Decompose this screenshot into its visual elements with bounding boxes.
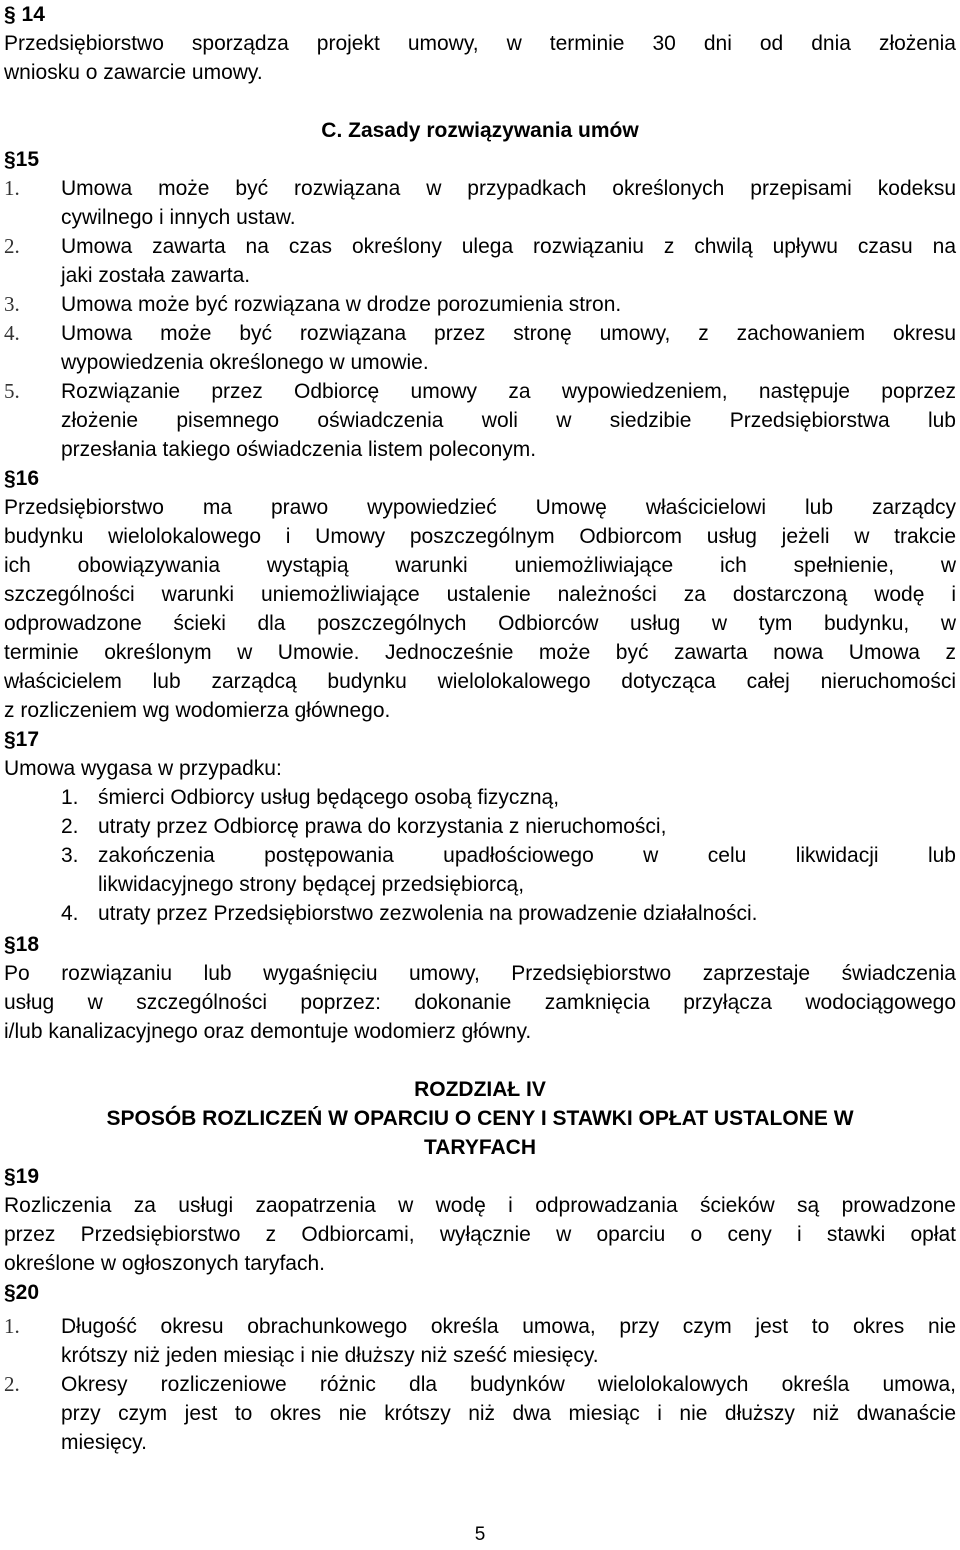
list-item-number: 4. [61, 902, 79, 925]
list-item-text: złożenie pisemnego oświadczenia woli w siedzibie Przedsiębiorstwa lub [61, 409, 956, 432]
section-16-line: szczególności warunki uniemożliwiające ustalenie należności za dostarczoną wodę i [4, 583, 956, 606]
section-18-line: usług w szczególności poprzez: dokonanie zamknięcia przyłącza wodociągowego [4, 991, 956, 1014]
list-item-text: cywilnego i innych ustaw. [61, 206, 296, 229]
list-item-text: przesłania takiego oświadczenia listem poleconym. [61, 438, 537, 461]
list-item-text: utraty przez Przedsiębiorstwo zezwolenia na prowadzenie działalności. [98, 902, 758, 925]
list-item-number: 4. [4, 321, 20, 345]
list-item-text: miesięcy. [61, 1431, 147, 1454]
chapter-iv-title: ROZDZIAŁ IV [414, 1078, 546, 1101]
list-item-number: 5. [4, 379, 20, 403]
section-15-heading: §15 [4, 148, 40, 171]
list-item-number: 2. [4, 1372, 20, 1396]
section-17-intro: Umowa wygasa w przypadku: [4, 757, 282, 780]
section-17-heading: §17 [4, 728, 40, 751]
section-19-line: Rozliczenia za usługi zaopatrzenia w wodę i odprowadzania ścieków są prowadzone [4, 1194, 956, 1217]
list-item-text: krótszy niż jeden miesiąc i nie dłuższy niż sześć miesięcy. [61, 1344, 599, 1367]
section-14-line: Przedsiębiorstwo sporządza projekt umowy, w terminie 30 dni od dnia złożenia [4, 32, 956, 55]
list-item-text: śmierci Odbiorcy usług będącego osobą fizyczną, [98, 786, 560, 809]
chapter-iv-subtitle: TARYFACH [424, 1136, 536, 1159]
list-item-number: 3. [61, 844, 79, 867]
section-16-heading: §16 [4, 467, 40, 490]
list-item-text: Umowa może być rozwiązana przez stronę umowy, z zachowaniem okresu [61, 322, 956, 345]
section-16-line: ich obowiązywania wystąpią warunki uniemożliwiające ich spełnienie, w [4, 554, 956, 577]
list-item-number: 1. [4, 1314, 20, 1338]
list-item-text: Umowa zawarta na czas określony ulega rozwiązaniu z chwilą upływu czasu na [61, 235, 956, 258]
list-item-text: Długość okresu obrachunkowego określa umowa, przy czym jest to okres nie [61, 1315, 956, 1338]
list-item-number: 1. [61, 786, 79, 809]
list-item-text: utraty przez Odbiorcę prawa do korzystania z nieruchomości, [98, 815, 667, 838]
list-item-text: Okresy rozliczeniowe różnic dla budynków wielolokalowych określa umowa, [61, 1373, 956, 1396]
list-item-text: Umowa może być rozwiązana w drodze porozumienia stron. [61, 293, 622, 316]
section-16-line: Przedsiębiorstwo ma prawo wypowiedzieć Umowę właścicielowi lub zarządcy [4, 496, 956, 519]
list-item-text: jaki została zawarta. [61, 264, 251, 287]
section-18-line: i/lub kanalizacyjnego oraz demontuje wodomierz główny. [4, 1020, 532, 1043]
section-20-heading: §20 [4, 1281, 40, 1304]
section-16-line: właścicielem lub zarządcą budynku wielolokalowego dotycząca całej nieruchomości [4, 670, 956, 693]
list-item-text: Rozwiązanie przez Odbiorcę umowy za wypowiedzeniem, następuje poprzez [61, 380, 956, 403]
section-16-line: z rozliczeniem wg wodomierza głównego. [4, 699, 391, 722]
list-item-text: Umowa może być rozwiązana w przypadkach określonych przepisami kodeksu [61, 177, 956, 200]
section-19-line: określone w ogłoszonych taryfach. [4, 1252, 325, 1275]
section-19-line: przez Przedsiębiorstwo z Odbiorcami, wyłącznie w oparciu o ceny i stawki opłat [4, 1223, 956, 1246]
chapter-iv-subtitle: SPOSÓB ROZLICZEŃ W OPARCIU O CENY I STAWKI OPŁAT USTALONE W [106, 1107, 854, 1130]
section-19-heading: §19 [4, 1165, 40, 1188]
list-item-number: 2. [4, 234, 20, 258]
list-item-text: przy czym jest to okres nie krótszy niż dwa miesiąc i nie dłuższy niż dwanaście [61, 1402, 956, 1425]
section-14-line: wniosku o zawarcie umowy. [4, 61, 263, 84]
list-item-number: 3. [4, 292, 20, 316]
section-14-heading: § 14 [4, 3, 45, 26]
page-number: 5 [474, 1524, 486, 1545]
list-item-text: wypowiedzenia określonego w umowie. [61, 351, 429, 374]
list-item-text: zakończenia postępowania upadłościowego w celu likwidacji lub [98, 844, 956, 867]
section-18-line: Po rozwiązaniu lub wygaśnięciu umowy, Przedsiębiorstwo zaprzestaje świadczenia [4, 962, 956, 985]
section-16-line: odprowadzone ścieki dla poszczególnych Odbiorców usług w tym budynku, w [4, 612, 956, 635]
section-16-line: terminie określonym w Umowie. Jednocześnie może być zawarta nowa Umowa z [4, 641, 956, 664]
list-item-number: 1. [4, 176, 20, 200]
section-18-heading: §18 [4, 933, 40, 956]
list-item-text: likwidacyjnego strony będącej przedsiębiorcą, [98, 873, 525, 896]
list-item-number: 2. [61, 815, 79, 838]
chapter-c-title: C. Zasady rozwiązywania umów [321, 119, 639, 142]
section-16-line: budynku wielolokalowego i Umowy poszczególnym Odbiorcom usług jeżeli w trakcie [4, 525, 956, 548]
